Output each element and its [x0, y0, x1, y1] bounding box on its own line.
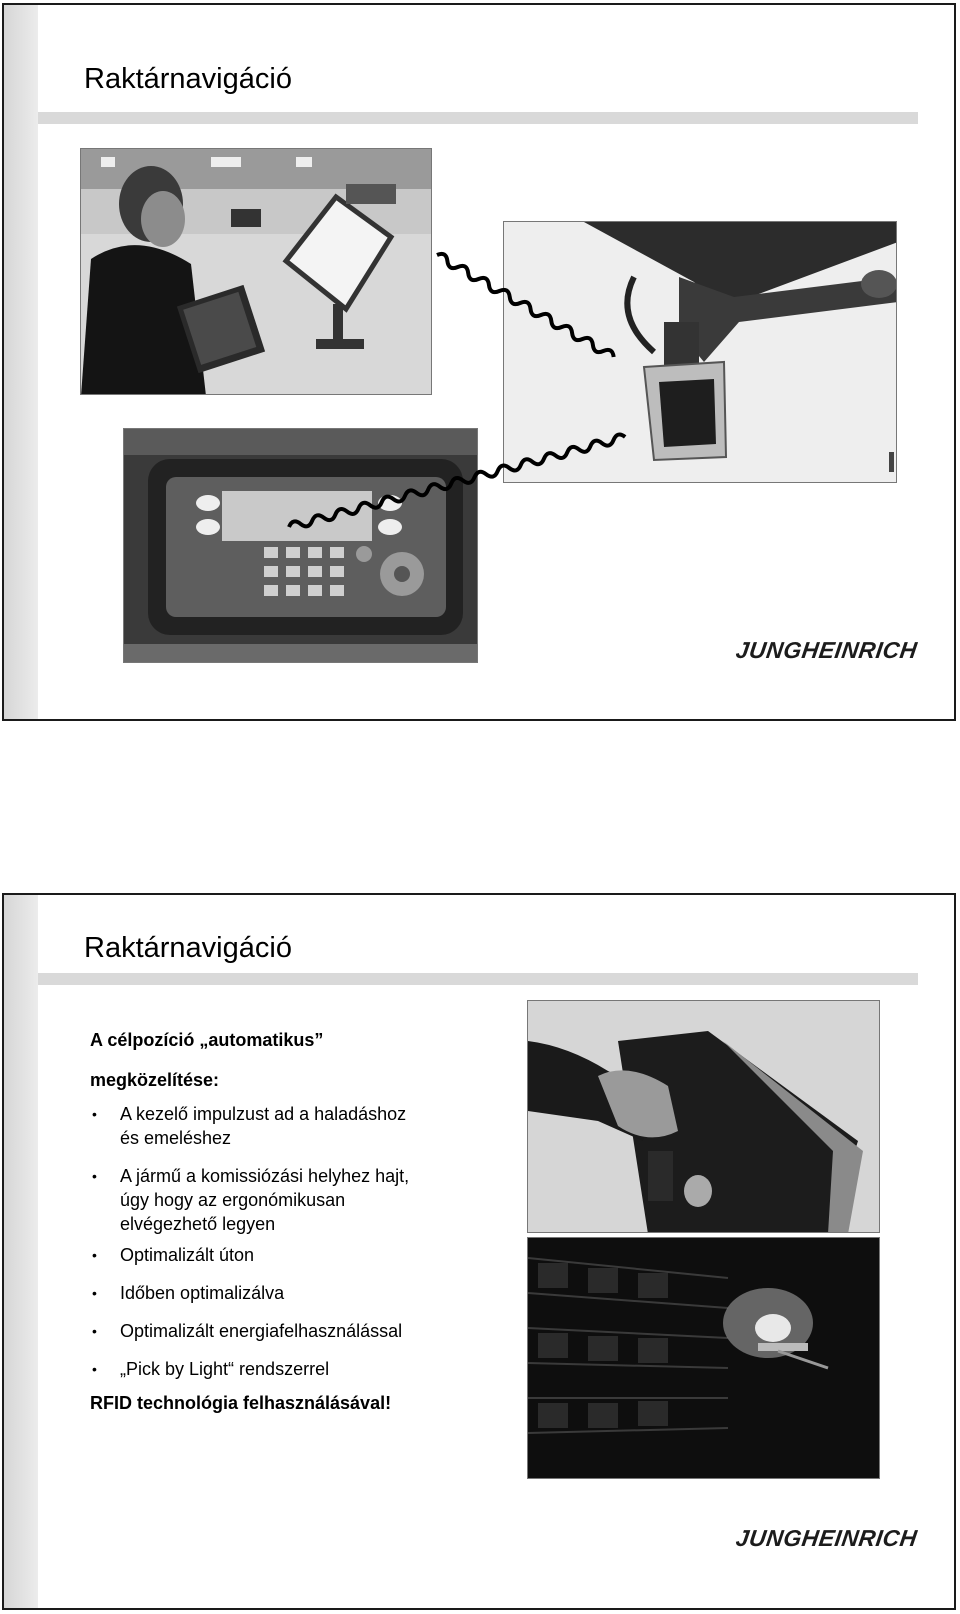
photo-hand-on-control	[527, 1000, 880, 1233]
heading-line-2: megközelítése:	[90, 1070, 220, 1090]
photo-warehouse-aisle	[527, 1237, 880, 1479]
list-item: • A jármű a komissiózási helyhez hajt, úgy hogy az ergonómikusan elvégezhető legyen	[92, 1166, 410, 1234]
footer-statement: RFID technológia felhasználásával!	[90, 1393, 392, 1413]
slide-1-title: Raktárnavigáció	[84, 63, 292, 95]
slide-1	[2, 3, 956, 721]
heading-line-1: A célpozíció „automatikus”	[90, 1030, 324, 1050]
feature-list	[90, 1102, 510, 1384]
slide-2-text	[90, 1030, 510, 1414]
list-item: • Optimalizált úton	[92, 1245, 255, 1265]
list-item: • Optimalizált energiafelhasználással	[92, 1321, 403, 1341]
list-item: • „Pick by Light“ rendszerrel	[92, 1359, 330, 1379]
jungheinrich-logo: JUNGHEINRICH	[734, 1525, 919, 1551]
jungheinrich-logo: JUNGHEINRICH	[734, 637, 919, 663]
list-item: • Időben optimalizálva	[92, 1283, 285, 1303]
list-item: • A kezelő impulzust ad a haladáshoz és emeléshez	[92, 1104, 407, 1148]
slide-2-title-bar	[38, 973, 918, 985]
wireless-link-lines	[4, 5, 956, 721]
slide-2-side-band	[4, 895, 38, 1608]
slide-2-title: Raktárnavigáció	[84, 932, 292, 964]
slide-2	[2, 893, 956, 1610]
